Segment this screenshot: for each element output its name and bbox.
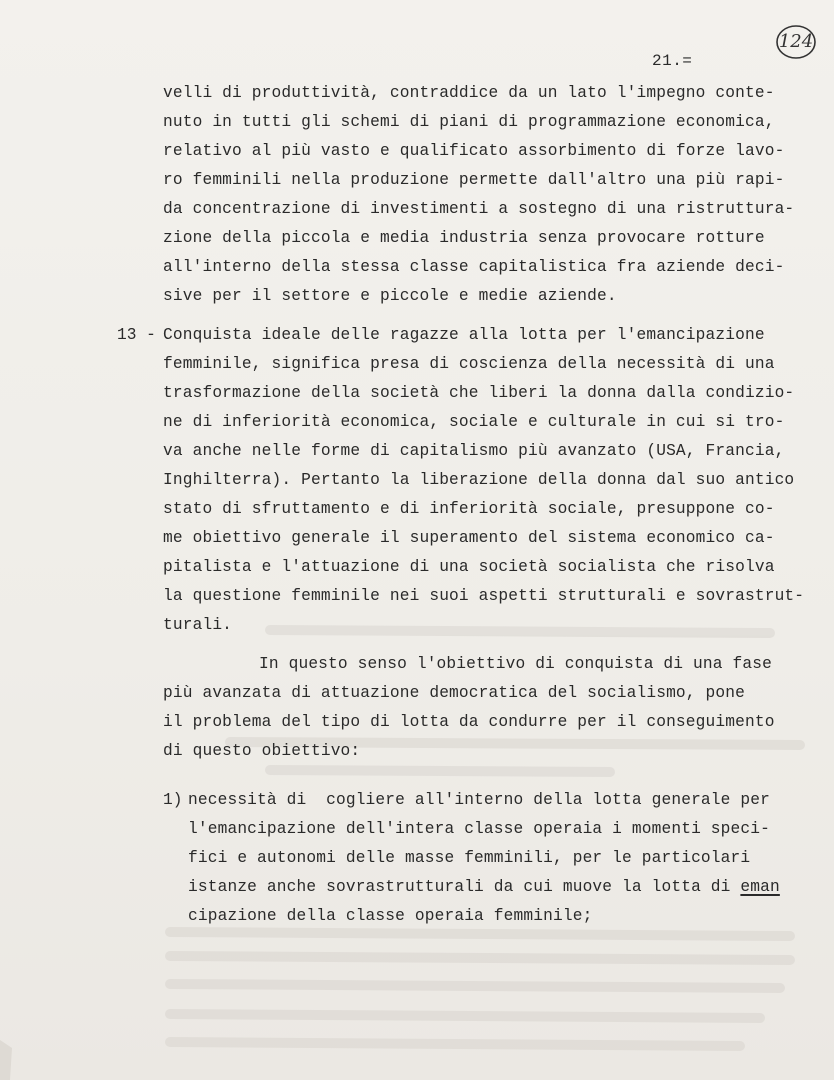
list-item-number: 1): [163, 791, 183, 809]
section-line: la questione femminile nei suoi aspetti strutturali e sovrastrut-: [163, 587, 805, 605]
section-line: va anche nelle forme di capitalismo più avanzato (USA, Francia,: [163, 442, 785, 460]
paragraph-line: il problema del tipo di lotta da condurre per il conseguimento: [163, 713, 775, 731]
paragraph-line: più avanzata di attuazione democratica del socialismo, pone: [163, 684, 745, 702]
stamp-number: 124: [778, 31, 814, 52]
section-line: pitalista e l'attuazione di una società socialista che risolva: [163, 558, 775, 576]
section-line: trasformazione della società che liberi la donna dalla condizio-: [163, 384, 795, 402]
section-line: stato di sfruttamento e di inferiorità sociale, presuppone co-: [163, 500, 775, 518]
list-item-text: istanze anche sovrastrutturali da cui muove la lotta di: [188, 878, 741, 896]
section-line: femminile, significa presa di coscienza della necessità di una: [163, 355, 775, 373]
section-line: ne di inferiorità economica, sociale e culturale in cui si tro-: [163, 413, 785, 431]
paragraph-line: In questo senso l'obiettivo di conquista di una fase: [259, 655, 772, 673]
continuation-line: zione della piccola e media industria senza provocare rotture: [163, 229, 765, 247]
list-item-line: necessità di cogliere all'interno della lotta generale per: [188, 791, 770, 809]
list-item-line: cipazione della classe operaia femminile;: [188, 907, 593, 925]
paragraph-line: di questo obiettivo:: [163, 742, 361, 760]
continuation-line: ro femminili nella produzione permette dall'altro una più rapi-: [163, 171, 785, 189]
section-number: 13 -: [117, 326, 156, 344]
page-number: 21.=: [652, 52, 693, 70]
section-line: turali.: [163, 616, 233, 634]
page-stamp: [774, 22, 818, 62]
continuation-line: nuto in tutti gli schemi di piani di programmazione economica,: [163, 113, 775, 131]
list-item-line: l'emancipazione dell'intera classe operaia i momenti speci-: [188, 820, 770, 838]
continuation-line: velli di produttività, contraddice da un lato l'impegno conte-: [163, 84, 775, 102]
continuation-line: relativo al più vasto e qualificato assorbimento di forze lavo-: [163, 142, 785, 160]
underlined-word: eman: [740, 878, 780, 896]
section-line: Inghilterra). Pertanto la liberazione della donna dal suo antico: [163, 471, 795, 489]
section-line: me obiettivo generale il superamento del sistema economico ca-: [163, 529, 775, 547]
list-item-line: [188, 877, 780, 897]
continuation-line: da concentrazione di investimenti a sostegno di una ristruttura-: [163, 200, 795, 218]
continuation-line: all'interno della stessa classe capitalistica fra aziende deci-: [163, 258, 785, 276]
section-line: Conquista ideale delle ragazze alla lotta per l'emancipazione: [163, 326, 765, 344]
list-item-line: fici e autonomi delle masse femminili, per le particolari: [188, 849, 751, 867]
continuation-line: sive per il settore e piccole e medie aziende.: [163, 287, 617, 305]
